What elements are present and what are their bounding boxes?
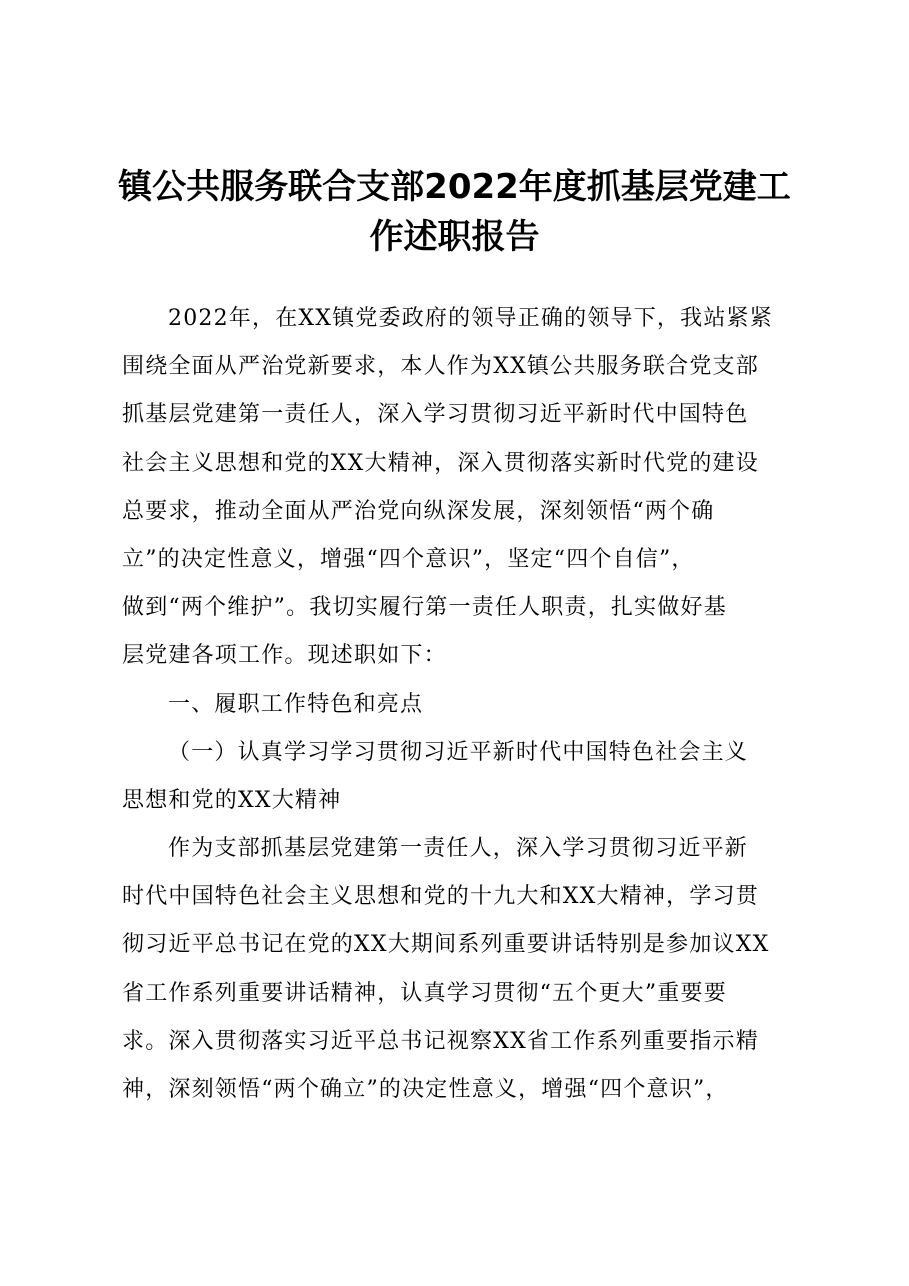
- title-line-1: 镇公共服务联合支部2022年度抓基层党建工: [118, 167, 791, 207]
- text-line: 作为支部抓基层党建第一责任人，深入学习贯彻习近平新: [168, 836, 749, 862]
- paragraph-study: [122, 825, 792, 1114]
- text-line: 省工作系列重要讲话精神，认真学习贯彻“五个更大”重要要: [122, 980, 727, 1006]
- text-line: 围绕全面从严治党新要求，本人作为XX镇公共服务联合党支部: [122, 354, 759, 380]
- text-line: 神，深刻领悟“两个确立”的决定性意义，增强“四个意识”，: [122, 1077, 729, 1102]
- text-line: 社会主义思想和党的XX大精神，深入贯彻落实新时代党的建设: [122, 450, 759, 476]
- section-heading-text: 一、履职工作特色和亮点: [168, 691, 424, 717]
- text-line: 立”的决定性意义，增强“四个意识”，坚定“四个自信”，: [122, 546, 695, 572]
- subsection-heading-text: 思想和党的XX大精神: [122, 787, 342, 813]
- text-line: 总要求，推动全面从严治党向纵深发展，深刻领悟“两个确: [122, 498, 715, 524]
- text-line: 抓基层党建第一责任人，深入学习贯彻习近平新时代中国特色: [122, 402, 749, 428]
- subsection-heading-1: [122, 729, 792, 825]
- paragraph-intro: [122, 295, 792, 681]
- document-body: [122, 295, 792, 1114]
- text-line: 求。深入贯彻落实习近平总书记视察XX省工作系列重要指示精: [122, 1028, 759, 1054]
- subsection-heading-text: （一）认真学习学习贯彻习近平新时代中国特色社会主义: [168, 739, 749, 765]
- title-line-2: 作述职报告: [369, 217, 540, 257]
- text-line: 时代中国特色社会主义思想和党的十九大和XX大精神，学习贯: [122, 884, 759, 910]
- section-heading-1: [122, 681, 792, 729]
- text-line: 2022年，在XX镇党委政府的领导正确的领导下，我站紧紧: [168, 306, 773, 331]
- document-title: [110, 162, 799, 262]
- text-line: 做到“两个维护”。我切实履行第一责任人职责，扎实做好基: [122, 595, 727, 621]
- text-line: 层党建各项工作。现述职如下：: [122, 643, 447, 669]
- text-line: 彻习近平总书记在党的XX大期间系列重要讲话特别是参加议XX: [122, 932, 770, 958]
